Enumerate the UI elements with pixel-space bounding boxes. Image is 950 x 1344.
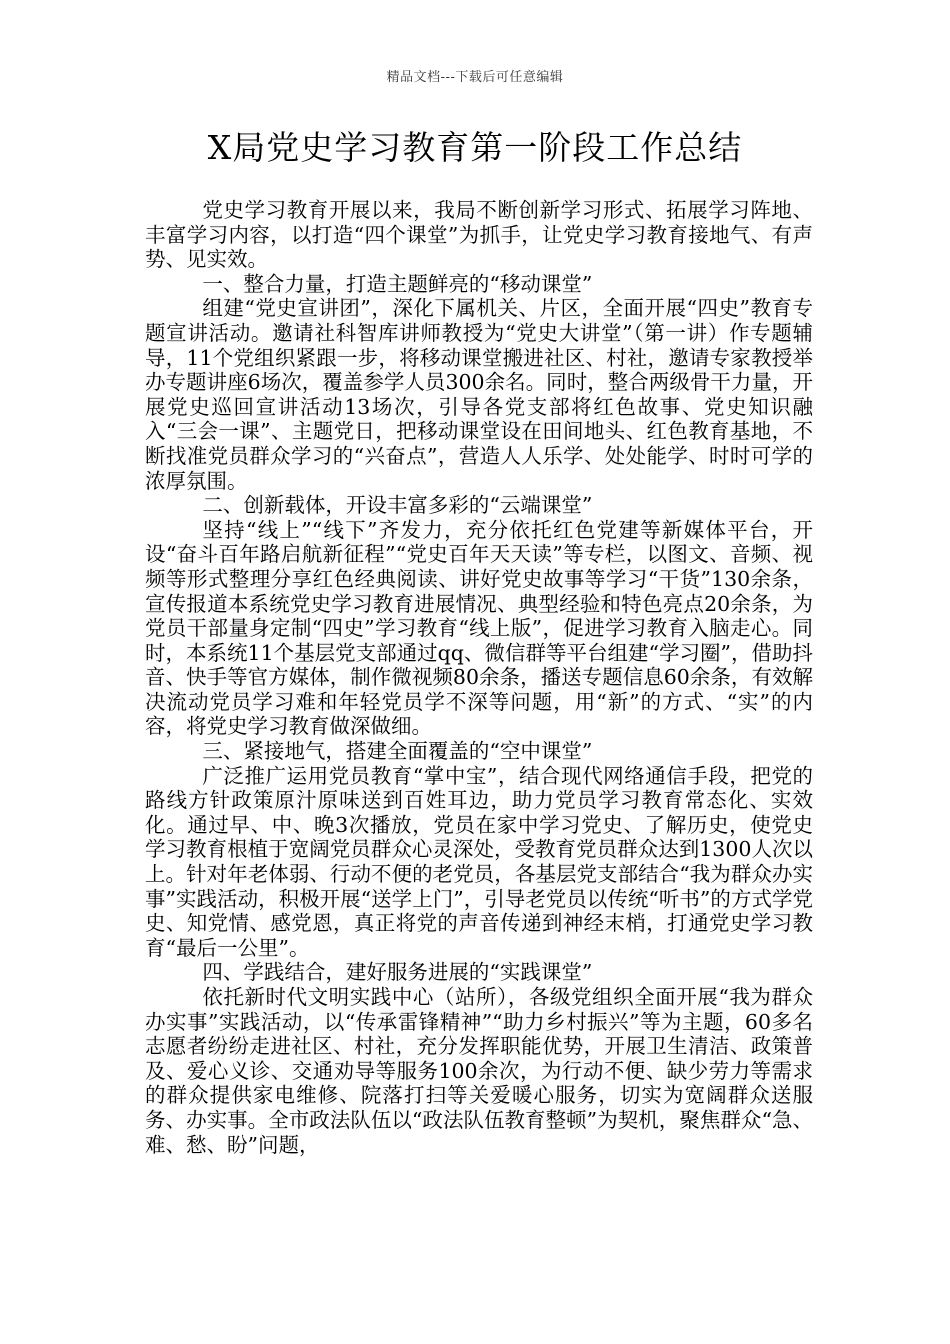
- document-title: X局党史学习教育第一阶段工作总结: [207, 128, 743, 167]
- section-heading-1: 一、整合力量，打造主题鲜亮的“移动课堂”: [202, 271, 593, 296]
- section-heading-2: 二、创新载体，开设丰富多彩的“云端课堂”: [202, 493, 593, 518]
- section-paragraph-1: 组建“党史宣讲团”，深化下属机关、片区，全面开展“四史”教育专题宣讲活动。邀请社科智库讲师教授为“党史大讲堂”（第一讲）作专题辅导，11个党组织紧跟一步，将移动课堂搬进社区、村社，邀请专家教授举办专题讲座6场次，覆盖参学人员300余名。同时，整合两级骨干力量，开展党史巡回宣讲活动13场次，引导各党支部将红色故事、党史知识融入“三会一课”、主题党日，把移动课堂设在田间地头、红色教育基地，不断找准党员群众学习的“兴奋点”，营造人人乐学、处处能学、时时可学的浓厚氛围。: [145, 296, 813, 493]
- intro-paragraph: 党史学习教育开展以来，我局不断创新学习形式、拓展学习阵地、丰富学习内容，以打造“四个课堂”为抓手，让党史学习教育接地气、有声势、见实效。: [145, 198, 813, 272]
- section-heading-4: 四、学践结合，建好服务进展的“实践课堂”: [202, 960, 593, 985]
- section-heading-3: 三、紧接地气，搭建全面覆盖的“空中课堂”: [202, 739, 593, 764]
- section-paragraph-4: 依托新时代文明实践中心（站所），各级党组织全面开展“我为群众办实事”实践活动，以“传承雷锋精神”“助力乡村振兴”等为主题，60多名志愿者纷纷走进社区、村社，充分发挥职能优势，开展卫生清洁、政策普及、爱心义诊、交通劝导等服务100余次，为行动不便、缺少劳力等需求的群众提供家电维修、院落打扫等关爱暖心服务，切实为宽阔群众送服务、办实事。全市政法队伍以“政法队伍教育整顿”为契机，聚焦群众“急、难、愁、盼”问题，: [145, 985, 813, 1157]
- section-paragraph-3: 广泛推广运用党员教育“掌中宝”，结合现代网络通信手段，把党的路线方针政策原汁原味送到百姓耳边，助力党员学习教育常态化、实效化。通过早、中、晚3次播放，党员在家中学习党史、了解历史，使党史学习教育根植于宽阔党员群众心灵深处，受教育党员群众达到1300人次以上。针对年老体弱、行动不便的老党员，各基层党支部结合“我为群众办实事”实践活动，积极开展“送学上门”，引导老党员以传统“听书”的方式学党史、知党情、感党恩，真正将党的声音传递到神经末梢，打通党史学习教育“最后一公里”。: [145, 763, 813, 960]
- header-note: 精品文档---下载后可任意编辑: [386, 70, 564, 85]
- document-body: [145, 198, 813, 1157]
- section-paragraph-2: 坚持“线上”“线下”齐发力，充分依托红色党建等新媒体平台，开设“奋斗百年路启航新征程”“党史百年天天读”等专栏，以图文、音频、视频等形式整理分享红色经典阅读、讲好党史故事等学习“干货”130余条，宣传报道本系统党史学习教育进展情况、典型经验和特色亮点20余条，为党员干部量身定制“四史”学习教育“线上版”，促进学习教育入脑走心。同时，本系统11个基层党支部通过qq、微信群等平台组建“学习圈”，借助抖音、快手等官方媒体，制作微视频80余条，播送专题信息60余条，有效解决流动党员学习难和年轻党员学不深等问题，用“新”的方式、“实”的内容，将党史学习教育做深做细。: [145, 517, 813, 739]
